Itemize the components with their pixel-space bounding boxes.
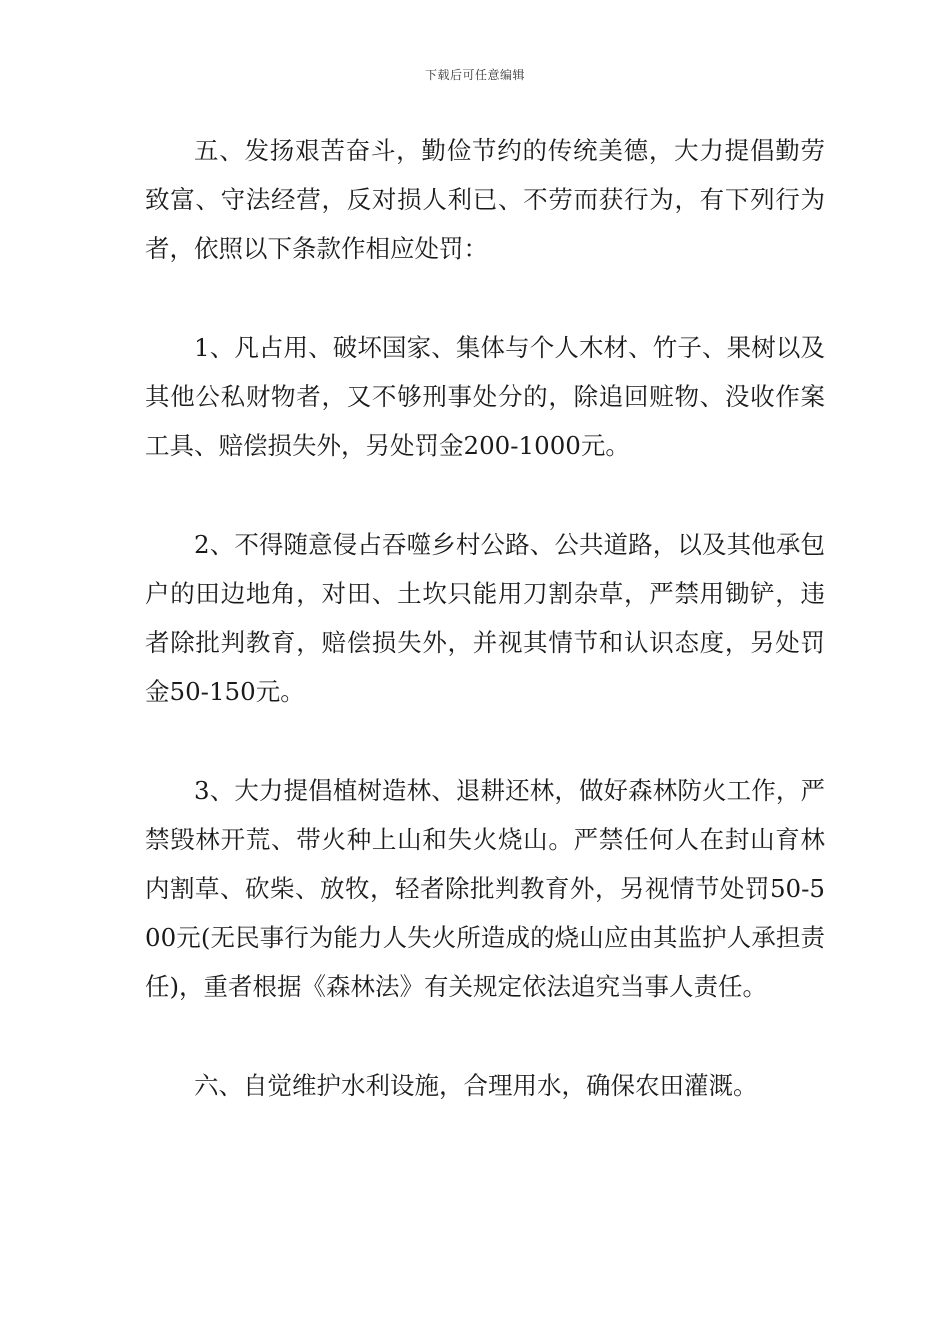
- paragraph-item-3: 3、大力提倡植树造林、退耕还林，做好森林防火工作，严禁毁林开荒、带火种上山和失火烧山。严禁任何人在封山育林内割草、砍柴、放牧，轻者除批判教育外，另视情节处罚50-500元(无民事行为能力人失火所造成的烧山应由其监护人承担责任)，重者根据《森林法》有关规定依法追究当事人责任。: [145, 775, 825, 1002]
- paragraph-section-five: 五、发扬艰苦奋斗，勤俭节约的传统美德，大力提倡勤劳致富、守法经营，反对损人利已、不劳而获行为，有下列行为者，依照以下条款作相应处罚：: [145, 136, 825, 264]
- paragraph-gap: [145, 274, 825, 323]
- paragraph-section-six: 六、自觉维护水利设施，合理用水，确保农田灌溉。: [194, 1070, 758, 1100]
- paragraph-gap: [145, 470, 825, 519]
- document-body: [145, 126, 825, 1110]
- paragraph-gap: [145, 1012, 825, 1061]
- paragraph-item-2: 2、不得随意侵占吞噬乡村公路、公共道路，以及其他承包户的田边地角，对田、土坎只能用刀割杂草，严禁用锄铲，违者除批判教育，赔偿损失外，并视其情节和认识态度，另处罚金50-150元。: [145, 529, 825, 707]
- paragraph-item-1: 1、凡占用、破坏国家、集体与个人木材、竹子、果树以及其他公私财物者，又不够刑事处分的，除追回赃物、没收作案工具、赔偿损失外，另处罚金200-1000元。: [145, 332, 825, 461]
- paragraph-gap: [145, 716, 825, 765]
- page-header-note: 下载后可任意编辑: [424, 68, 525, 82]
